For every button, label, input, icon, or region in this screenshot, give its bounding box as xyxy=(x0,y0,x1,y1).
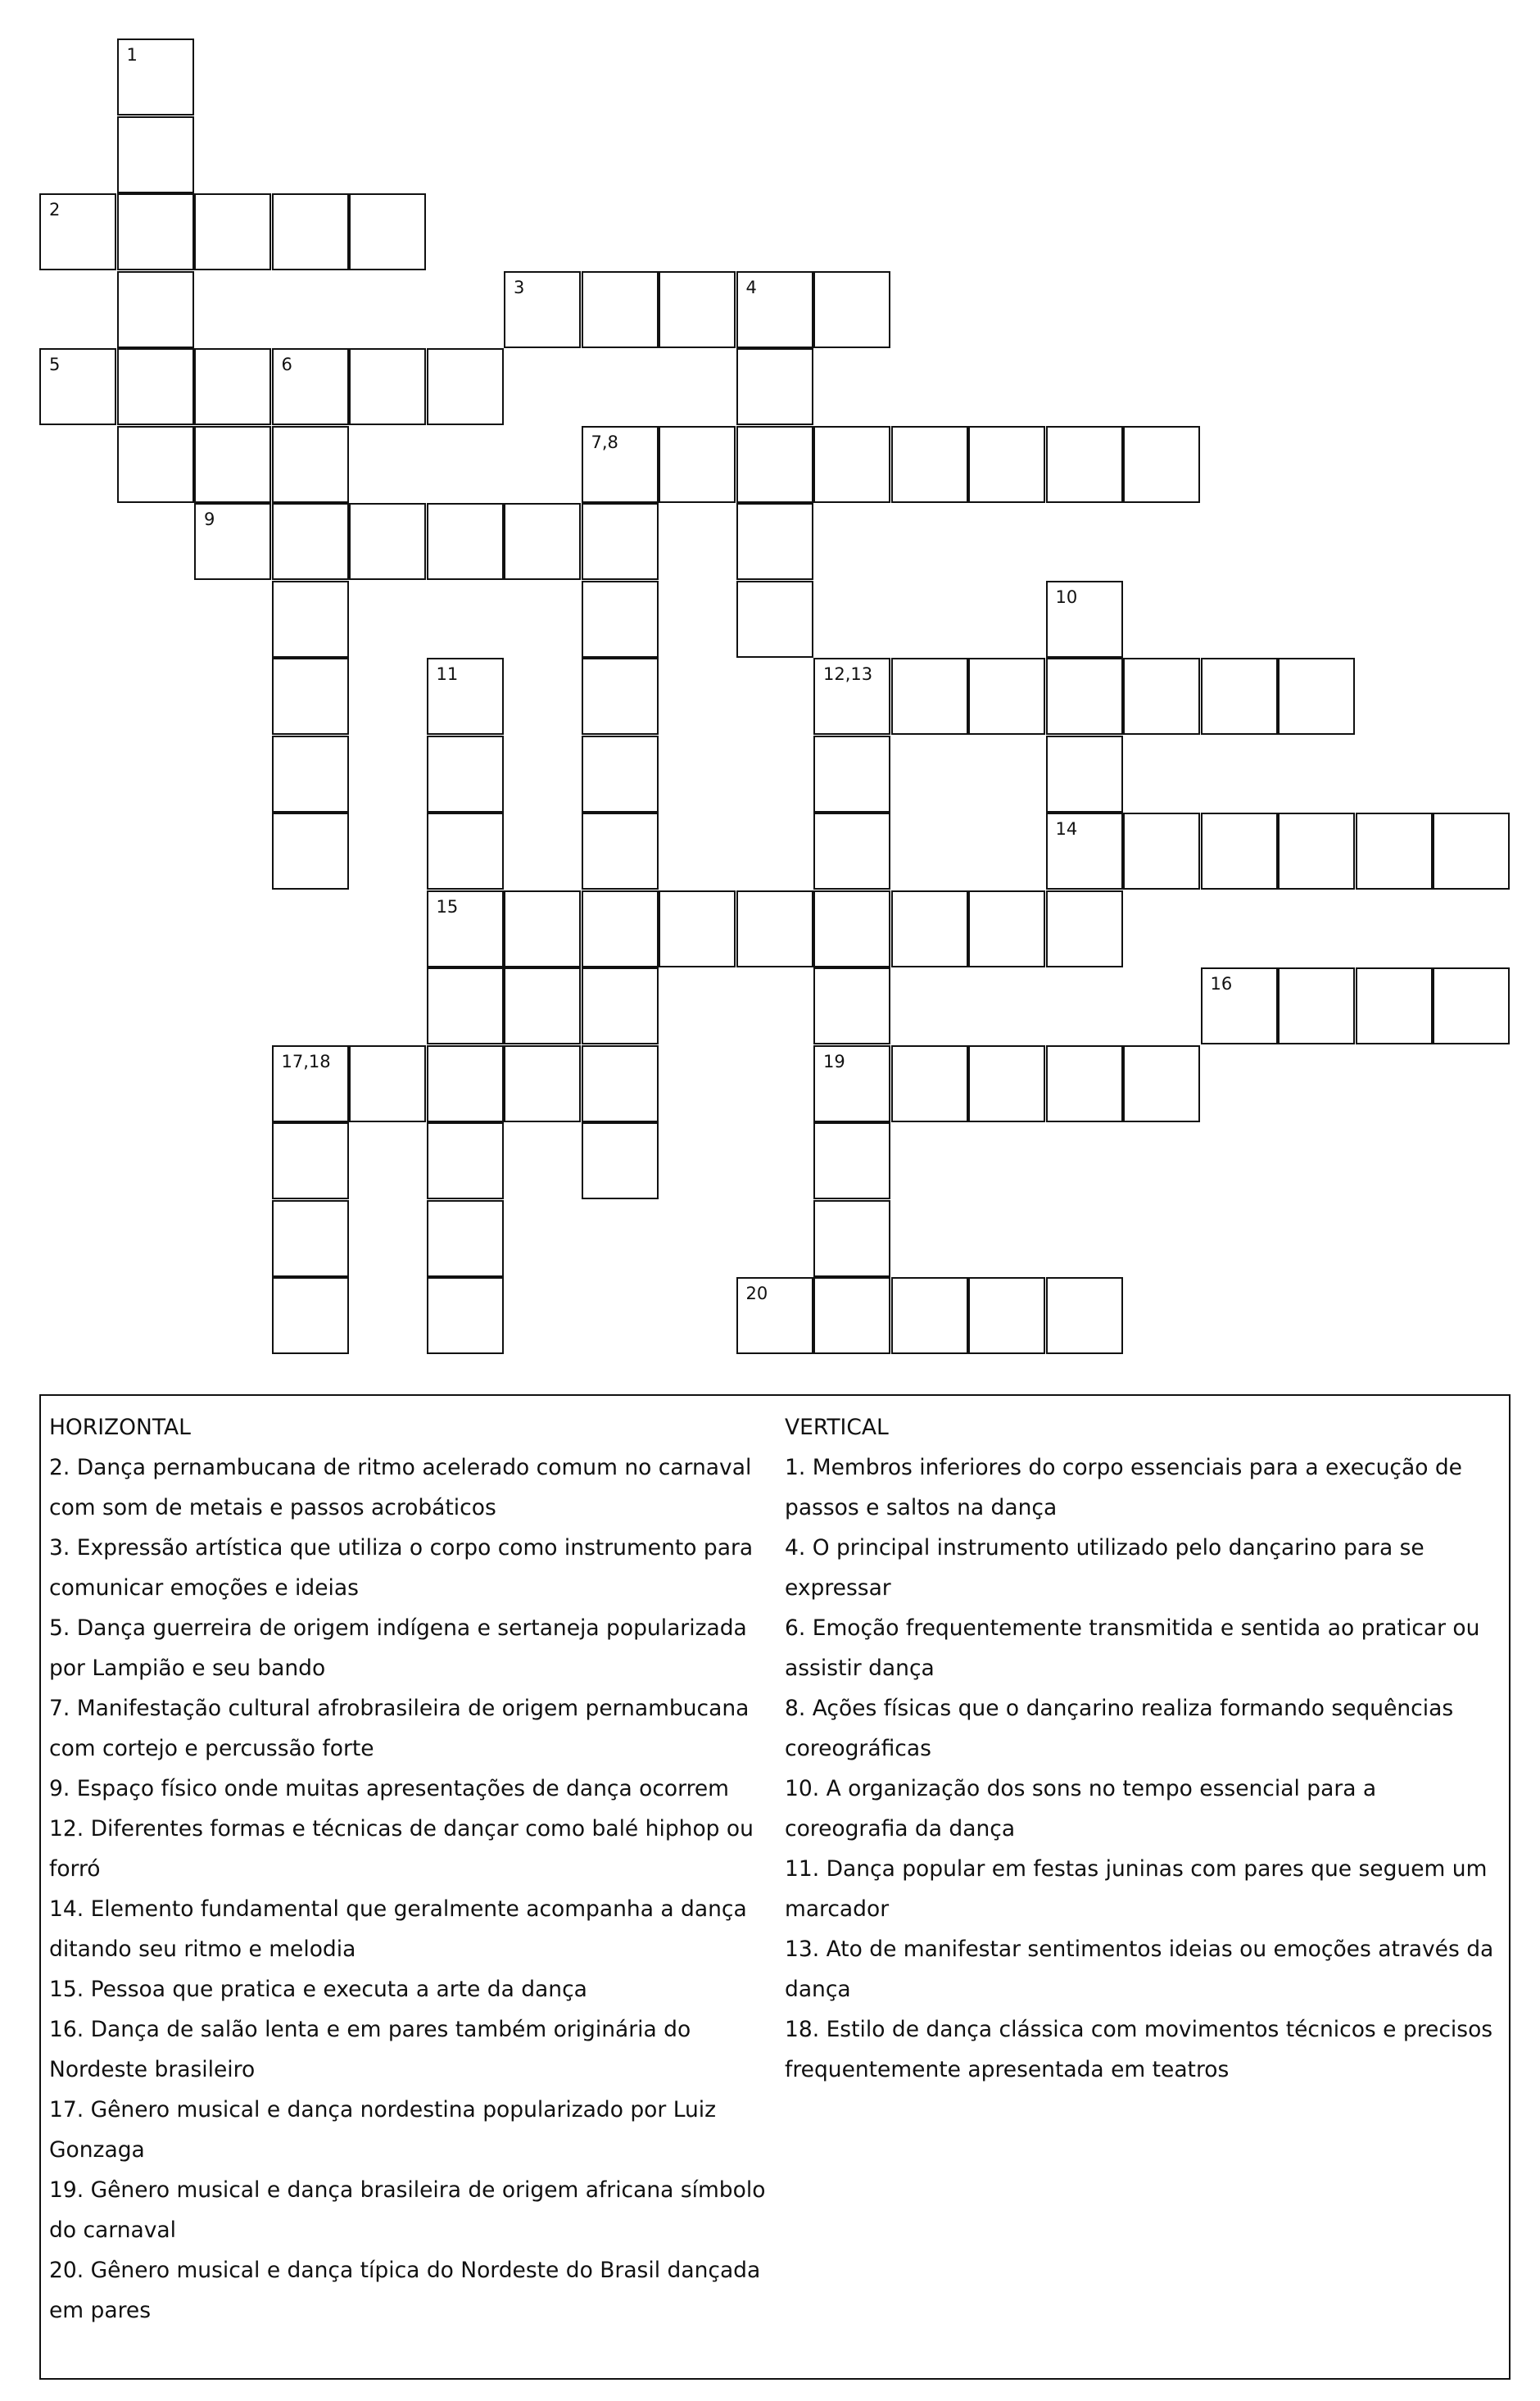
grid-cell[interactable] xyxy=(582,271,659,348)
grid-cell[interactable] xyxy=(968,1277,1045,1354)
grid-cell[interactable] xyxy=(272,426,349,503)
grid-cell[interactable] xyxy=(1356,813,1433,890)
grid-cell[interactable] xyxy=(117,39,194,116)
grid-cell[interactable] xyxy=(504,271,581,348)
grid-cell[interactable] xyxy=(504,503,581,580)
clue-vertical: 11. Dança popular em festas juninas com pares que seguem um marcador xyxy=(785,1856,1488,1922)
vertical-heading: VERTICAL xyxy=(785,1415,889,1440)
clue-number: 4 xyxy=(745,277,757,297)
grid-cell[interactable] xyxy=(1046,813,1123,890)
clue-horizontal: 15. Pessoa que pratica e executa a arte da dança xyxy=(49,1977,587,2002)
grid-cell[interactable] xyxy=(813,658,890,735)
clue-horizontal: 5. Dança guerreira de origem indígena e sertaneja popularizada por Lampião e seu bando xyxy=(49,1615,747,1681)
grid-cell[interactable] xyxy=(427,1122,504,1199)
grid-cell[interactable] xyxy=(194,426,271,503)
grid-cell[interactable] xyxy=(272,1277,349,1354)
grid-cell[interactable] xyxy=(1046,736,1123,813)
clue-vertical: 8. Ações físicas que o dançarino realiza formando sequências coreográficas xyxy=(785,1696,1454,1761)
grid-cell[interactable] xyxy=(968,658,1045,735)
grid-cell[interactable] xyxy=(891,1277,968,1354)
grid-cell[interactable] xyxy=(813,813,890,890)
clue-number: 16 xyxy=(1210,974,1233,994)
clue-horizontal: 3. Expressão artística que utiliza o corpo como instrumento para comunicar emoções e ideias xyxy=(49,1535,754,1601)
clue-vertical: 18. Estilo de dança clássica com movimentos técnicos e precisos frequentemente apresentada em teatros xyxy=(785,2017,1493,2082)
grid-cell[interactable] xyxy=(272,736,349,813)
clue-number: 14 xyxy=(1055,819,1078,839)
grid-cell[interactable] xyxy=(194,503,271,580)
grid-cell[interactable] xyxy=(349,193,426,270)
grid-cell[interactable] xyxy=(427,1200,504,1277)
clue-number: 15 xyxy=(436,896,459,917)
grid-cell[interactable] xyxy=(1123,1045,1200,1122)
grid-cell[interactable] xyxy=(427,736,504,813)
grid-cell[interactable] xyxy=(659,271,736,348)
grid-cell[interactable] xyxy=(1201,813,1278,890)
grid-cell[interactable] xyxy=(194,348,271,425)
vertical-clues xyxy=(785,1407,1504,2090)
clue-horizontal: 19. Gênero musical e dança brasileira de origem africana símbolo do carnaval xyxy=(49,2177,766,2243)
grid-cell[interactable] xyxy=(582,426,659,503)
grid-cell[interactable] xyxy=(968,426,1045,503)
grid-cell[interactable] xyxy=(272,813,349,890)
grid-cell[interactable] xyxy=(891,658,968,735)
clue-horizontal: 2. Dança pernambucana de ritmo acelerado comum no carnaval com som de metais e passos acrobáticos xyxy=(49,1455,752,1520)
grid-cell[interactable] xyxy=(659,426,736,503)
grid-cell[interactable] xyxy=(272,658,349,735)
grid-cell[interactable] xyxy=(813,426,890,503)
grid-cell[interactable] xyxy=(117,348,194,425)
grid-cell[interactable] xyxy=(272,348,349,425)
grid-cell[interactable] xyxy=(272,581,349,658)
grid-cell[interactable] xyxy=(272,1200,349,1277)
grid-cell[interactable] xyxy=(272,1045,349,1122)
grid-cell[interactable] xyxy=(582,503,659,580)
grid-cell[interactable] xyxy=(1123,658,1200,735)
grid-cell[interactable] xyxy=(736,890,813,967)
grid-cell[interactable] xyxy=(582,967,659,1044)
grid-cell[interactable] xyxy=(349,503,426,580)
grid-cell[interactable] xyxy=(736,271,813,348)
grid-cell[interactable] xyxy=(813,1277,890,1354)
grid-cell[interactable] xyxy=(1046,658,1123,735)
grid-cell[interactable] xyxy=(1046,581,1123,658)
grid-cell[interactable] xyxy=(968,1045,1045,1122)
clue-vertical: 6. Emoção frequentemente transmitida e sentida ao praticar ou assistir dança xyxy=(785,1615,1480,1681)
grid-cell[interactable] xyxy=(39,193,116,270)
clue-horizontal: 20. Gênero musical e dança típica do Nordeste do Brasil dançada em pares xyxy=(49,2258,761,2323)
clue-vertical: 13. Ato de manifestar sentimentos ideias ou emoções através da dança xyxy=(785,1937,1494,2002)
clue-vertical: 1. Membros inferiores do corpo essenciais para a execução de passos e saltos na dança xyxy=(785,1455,1462,1520)
grid-cell[interactable] xyxy=(427,890,504,967)
clue-horizontal: 7. Manifestação cultural afrobrasileira de origem pernambucana com cortejo e percussão forte xyxy=(49,1696,750,1761)
grid-cell[interactable] xyxy=(1046,426,1123,503)
grid-cell[interactable] xyxy=(813,1122,890,1199)
grid-cell[interactable] xyxy=(272,1122,349,1199)
clue-number: 11 xyxy=(436,664,459,684)
clue-horizontal: 14. Elemento fundamental que geralmente acompanha a dança ditando seu ritmo e melodia xyxy=(49,1896,747,1962)
clue-number: 7,8 xyxy=(591,432,618,452)
grid-cell[interactable] xyxy=(891,890,968,967)
grid-cell[interactable] xyxy=(272,503,349,580)
grid-cell[interactable] xyxy=(427,503,504,580)
grid-cell[interactable] xyxy=(1278,967,1355,1044)
grid-cell[interactable] xyxy=(582,1122,659,1199)
grid-cell[interactable] xyxy=(582,813,659,890)
grid-cell[interactable] xyxy=(349,348,426,425)
grid-cell[interactable] xyxy=(1046,1277,1123,1354)
grid-cell[interactable] xyxy=(194,193,271,270)
grid-cell[interactable] xyxy=(504,1045,581,1122)
grid-cell[interactable] xyxy=(968,890,1045,967)
clue-horizontal: 12. Diferentes formas e técnicas de dançar como balé hiphop ou forró xyxy=(49,1816,754,1882)
grid-cell[interactable] xyxy=(582,890,659,967)
clue-number: 20 xyxy=(745,1284,768,1303)
grid-cell[interactable] xyxy=(1201,658,1278,735)
grid-cell[interactable] xyxy=(1201,967,1278,1044)
clue-number: 3 xyxy=(514,277,525,297)
grid-cell[interactable] xyxy=(813,271,890,348)
clue-number: 17,18 xyxy=(281,1051,331,1071)
grid-cell[interactable] xyxy=(1433,967,1510,1044)
grid-cell[interactable] xyxy=(39,348,116,425)
grid-cell[interactable] xyxy=(1356,967,1433,1044)
grid-cell[interactable] xyxy=(504,967,581,1044)
grid-cell[interactable] xyxy=(813,967,890,1044)
grid-cell[interactable] xyxy=(427,348,504,425)
grid-cell[interactable] xyxy=(736,426,813,503)
grid-cell[interactable] xyxy=(1433,813,1510,890)
grid-cell[interactable] xyxy=(813,736,890,813)
grid-cell[interactable] xyxy=(736,1277,813,1354)
grid-cell[interactable] xyxy=(117,426,194,503)
grid-cell[interactable] xyxy=(582,581,659,658)
grid-cell[interactable] xyxy=(117,193,194,270)
clue-number: 10 xyxy=(1055,587,1078,607)
grid-cell[interactable] xyxy=(582,658,659,735)
clue-vertical: 4. O principal instrumento utilizado pelo dançarino para se expressar xyxy=(785,1535,1424,1601)
grid-cell[interactable] xyxy=(659,890,736,967)
grid-cell[interactable] xyxy=(427,658,504,735)
horizontal-clues xyxy=(49,1407,778,2331)
grid-cell[interactable] xyxy=(117,271,194,348)
clue-number: 2 xyxy=(49,200,61,220)
grid-cell[interactable] xyxy=(813,890,890,967)
grid-cell[interactable] xyxy=(1123,426,1200,503)
grid-cell[interactable] xyxy=(427,1045,504,1122)
grid-cell[interactable] xyxy=(1278,813,1355,890)
grid-cell[interactable] xyxy=(427,967,504,1044)
clue-vertical: 10. A organização dos sons no tempo essencial para a coreografia da dança xyxy=(785,1776,1377,1842)
grid-cell[interactable] xyxy=(427,1277,504,1354)
clue-horizontal: 17. Gênero musical e dança nordestina popularizado por Luiz Gonzaga xyxy=(49,2097,717,2163)
grid-cell[interactable] xyxy=(117,116,194,193)
grid-cell[interactable] xyxy=(427,813,504,890)
clue-horizontal: 9. Espaço físico onde muitas apresentações de dança ocorrem xyxy=(49,1776,730,1801)
grid-cell[interactable] xyxy=(1278,658,1355,735)
grid-cell[interactable] xyxy=(582,736,659,813)
grid-cell[interactable] xyxy=(736,348,813,425)
grid-cell[interactable] xyxy=(272,193,349,270)
clue-number: 6 xyxy=(281,355,292,374)
clue-number: 1 xyxy=(126,45,138,65)
grid-cell[interactable] xyxy=(1046,890,1123,967)
clue-horizontal: 16. Dança de salão lenta e em pares também originária do Nordeste brasileiro xyxy=(49,2017,691,2082)
grid-cell[interactable] xyxy=(1046,1045,1123,1122)
grid-cell[interactable] xyxy=(736,581,813,658)
grid-cell[interactable] xyxy=(349,1045,426,1122)
grid-cell[interactable] xyxy=(813,1045,890,1122)
grid-cell[interactable] xyxy=(813,1200,890,1277)
grid-cell[interactable] xyxy=(582,1045,659,1122)
grid-cell[interactable] xyxy=(504,890,581,967)
clue-number: 19 xyxy=(823,1051,845,1071)
grid-cell[interactable] xyxy=(891,1045,968,1122)
grid-cell[interactable] xyxy=(1123,813,1200,890)
grid-cell[interactable] xyxy=(891,426,968,503)
clue-number: 9 xyxy=(204,510,215,529)
clues-box xyxy=(39,1394,1511,2380)
clue-number: 5 xyxy=(49,355,61,374)
clue-number: 12,13 xyxy=(823,664,873,684)
grid-cell[interactable] xyxy=(736,503,813,580)
horizontal-heading: HORIZONTAL xyxy=(49,1415,191,1440)
